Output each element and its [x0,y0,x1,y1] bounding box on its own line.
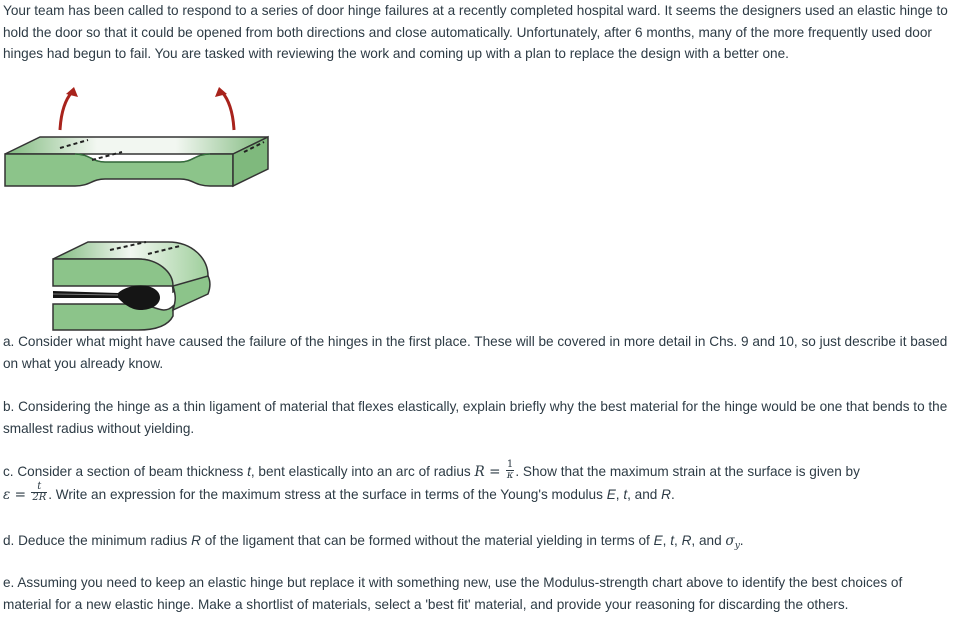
bend-arrow-left [60,92,72,130]
hinge-top-surface [5,137,268,154]
question-d: d. Deduce the minimum radius R of the ligament that can be formed without the material yielding in terms of E, t, R, and $\sigma_y$. [3,533,744,551]
question-a: a. Consider what might have caused the failure of the hinges in the first place. These will be covered in more detail in Chs. 9 and 10, so just describe it based on what you already know. [3,334,948,371]
question-e: e. Assuming you need to keep an elastic hinge but replace it with something new, use the Modulus-strength chart above to identify the best choices of material for a new elastic hinge. Make a shortlist of materials, select a 'best fit' material, and provide your reasoning for discarding the others. [3,575,903,612]
hinge-front-face [5,154,233,186]
bend-arrow-right [222,92,234,130]
fraction-one-over-kappa: $\frac{1}{\kappa}$ [506,458,514,481]
question-b: b. Considering the hinge as a thin ligament of material that flexes elastically, explain briefly why the best material for the hinge would be one that bends to the smallest radius without yielding. [3,399,948,436]
folded-hinge-figure [48,234,213,334]
intro-paragraph: Your team has been called to respond to a series of door hinge failures at a recently completed hospital ward. It seems the designers used an elastic hinge to hold the door so that it could be opened from both directions and close automatically. Unfortunately, after 6 months, many of the more frequently used door hinges had begun to fail. You are tasked with reviewing the work and coming up with a plan to replace the design with a better one. [3,3,948,61]
fraction-t-over-2R: $\frac{t}{2R}$ [32,481,47,504]
question-c: c. Consider a section of beam thickness t, bent elastically into an arc of radius R = $\frac{1}{\kappa}$ . Show that the maximum strain at the surface is given by ε = $\frac{t}{2R}$ . Write an expression for the maximum stress at the surface in terms of the Young's modulus E, t, and R. [3,458,860,504]
flat-hinge-figure [0,82,280,192]
